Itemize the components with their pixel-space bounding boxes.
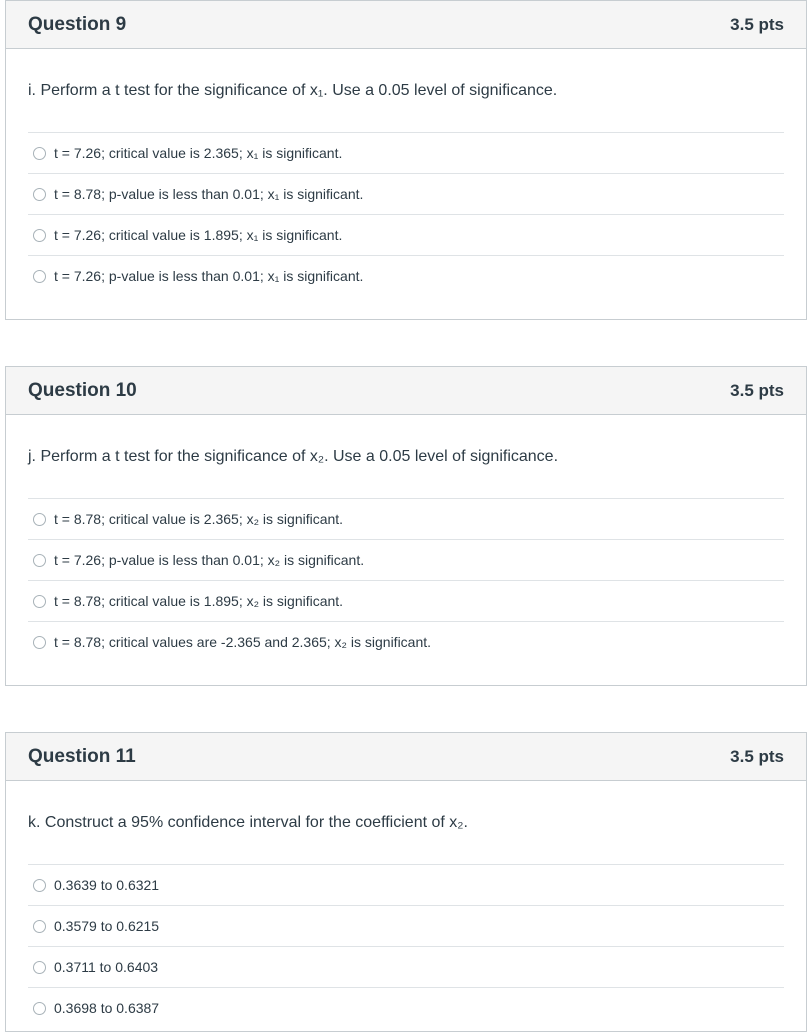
question-title: Question 10 [28, 379, 137, 401]
answer-label[interactable]: t = 8.78; critical values are -2.365 and 2.365; x₂ is significant. [54, 634, 432, 650]
question-prompt-block [6, 49, 806, 99]
question-9 [5, 0, 807, 320]
answer-option[interactable] [28, 864, 784, 905]
radio-button[interactable] [33, 636, 46, 649]
answer-label[interactable]: t = 7.26; critical value is 1.895; x₁ is significant. [54, 227, 343, 243]
radio-button[interactable] [33, 879, 46, 892]
answer-option[interactable] [28, 132, 784, 173]
answer-label[interactable]: t = 7.26; p-value is less than 0.01; x₂ is significant. [54, 552, 365, 568]
answer-label[interactable]: 0.3579 to 0.6215 [54, 918, 160, 934]
answer-option[interactable] [28, 621, 784, 662]
question-10 [5, 366, 807, 686]
answer-option[interactable] [28, 255, 784, 296]
question-points: 3.5 pts [730, 14, 784, 34]
radio-button[interactable] [33, 920, 46, 933]
answer-label[interactable]: t = 8.78; critical value is 2.365; x₂ is significant. [54, 511, 344, 527]
radio-button[interactable] [33, 554, 46, 567]
radio-button[interactable] [33, 270, 46, 283]
answer-option[interactable] [28, 946, 784, 987]
radio-button[interactable] [33, 1002, 46, 1015]
question-header [6, 1, 806, 49]
answer-label[interactable]: 0.3698 to 0.6387 [54, 1000, 160, 1016]
radio-button[interactable] [33, 961, 46, 974]
question-title: Question 11 [28, 745, 136, 767]
question-prompt: k. Construct a 95% confidence interval for the coefficient of x₂. [28, 814, 468, 831]
question-prompt-block [6, 781, 806, 831]
question-prompt: j. Perform a t test for the significance of x₂. Use a 0.05 level of significance. [28, 448, 559, 465]
answer-option[interactable] [28, 539, 784, 580]
answer-label[interactable]: 0.3639 to 0.6321 [54, 877, 160, 893]
radio-button[interactable] [33, 229, 46, 242]
question-header [6, 733, 806, 781]
answer-option[interactable] [28, 987, 784, 1028]
answer-list [28, 498, 784, 662]
question-header [6, 367, 806, 415]
question-title: Question 9 [28, 13, 127, 35]
radio-button[interactable] [33, 595, 46, 608]
question-prompt-block [6, 415, 806, 465]
radio-button[interactable] [33, 147, 46, 160]
question-prompt: i. Perform a t test for the significance of x₁. Use a 0.05 level of significance. [28, 82, 558, 99]
question-points: 3.5 pts [730, 380, 784, 400]
radio-button[interactable] [33, 513, 46, 526]
radio-button[interactable] [33, 188, 46, 201]
answer-option[interactable] [28, 580, 784, 621]
answer-option[interactable] [28, 498, 784, 539]
answer-label[interactable]: t = 7.26; critical value is 2.365; x₁ is significant. [54, 145, 343, 161]
answer-label[interactable]: 0.3711 to 0.6403 [54, 959, 159, 975]
answer-option[interactable] [28, 214, 784, 255]
answer-option[interactable] [28, 905, 784, 946]
answer-list [28, 132, 784, 296]
question-points: 3.5 pts [730, 746, 784, 766]
answer-label[interactable]: t = 8.78; p-value is less than 0.01; x₁ is significant. [54, 186, 364, 202]
question-11 [5, 732, 807, 1032]
answer-label[interactable]: t = 8.78; critical value is 1.895; x₂ is significant. [54, 593, 344, 609]
answer-list [28, 864, 784, 1028]
answer-option[interactable] [28, 173, 784, 214]
answer-label[interactable]: t = 7.26; p-value is less than 0.01; x₁ is significant. [54, 268, 364, 284]
